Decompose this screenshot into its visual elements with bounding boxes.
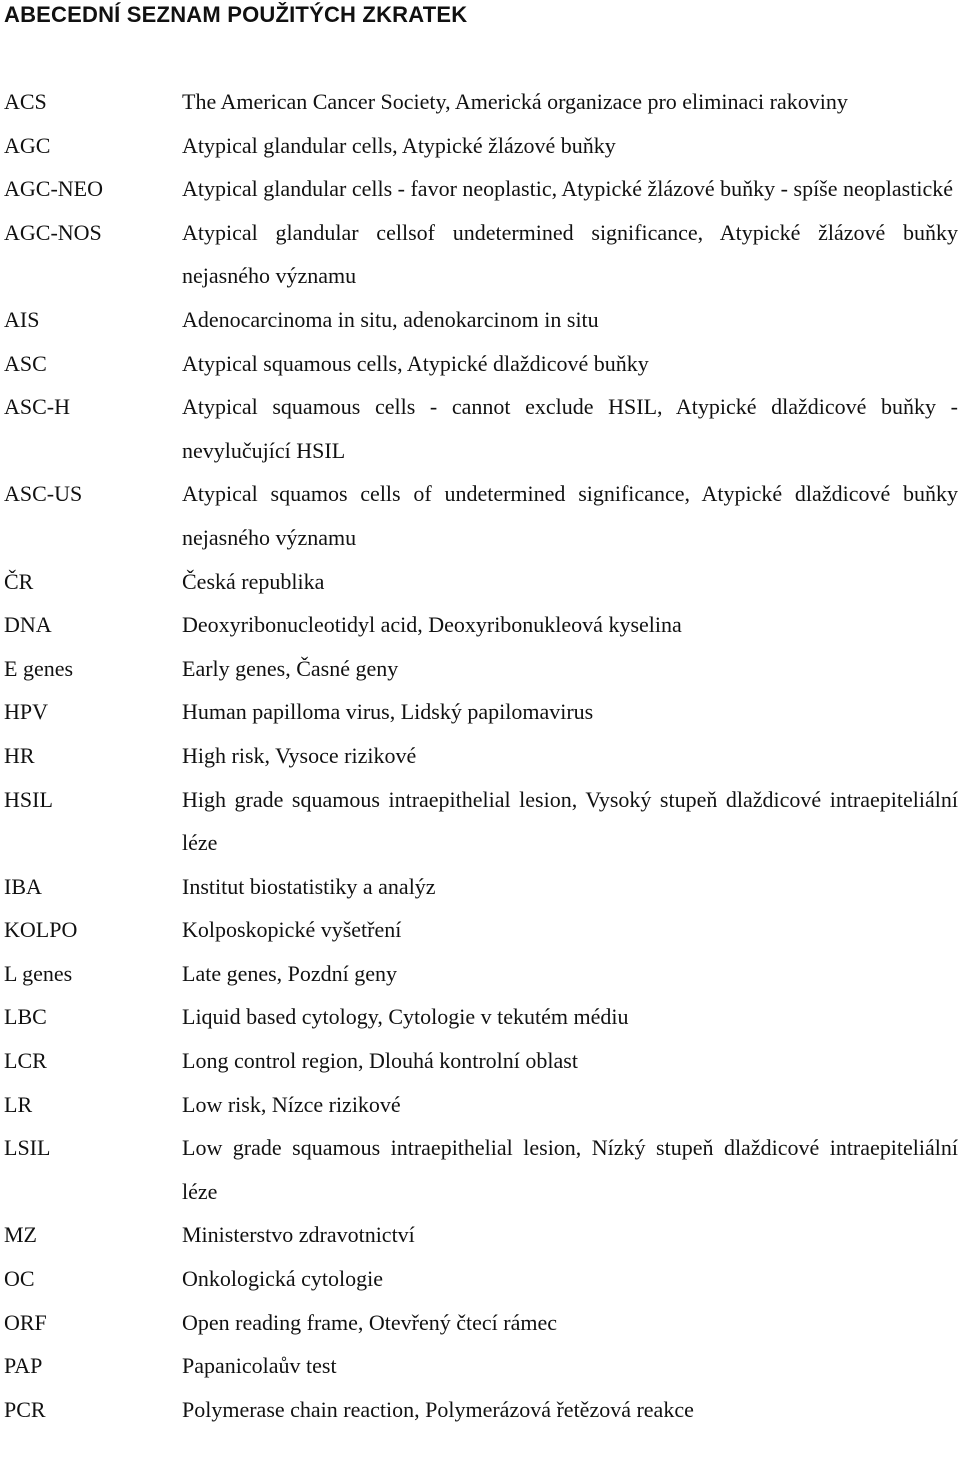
- list-item: [0, 211, 960, 298]
- abbreviation-definition: Atypical glandular cellsof undetermined significance, Atypické žlázové buňky nejasného významu: [182, 219, 958, 289]
- abbreviation-definition: Kolposkopické vyšetření: [182, 917, 402, 943]
- abbreviation-definition: Atypical glandular cells, Atypické žlázové buňky: [182, 132, 616, 158]
- abbreviation-definition: Deoxyribonucleotidyl acid, Deoxyribonukleová kyselina: [182, 612, 682, 638]
- list-item: [0, 124, 960, 168]
- list-item: [0, 1039, 960, 1083]
- list-item: [0, 385, 960, 472]
- abbreviation-term: PAP: [4, 1353, 43, 1379]
- list-item: [0, 734, 960, 778]
- abbreviation-term: LSIL: [4, 1135, 51, 1161]
- abbreviation-definition: Onkologická cytologie: [182, 1266, 384, 1292]
- abbreviation-term: HSIL: [4, 786, 53, 812]
- abbreviation-term: ACS: [4, 89, 47, 114]
- abbreviation-list: [0, 80, 960, 1431]
- abbreviation-definition: Ministerstvo zdravotnictví: [182, 1222, 415, 1248]
- abbreviation-term: OC: [4, 1266, 35, 1292]
- list-item: [0, 80, 960, 124]
- abbreviation-definition: Atypical glandular cells - favor neoplastic, Atypické žlázové buňky - spíše neoplastické: [182, 176, 953, 202]
- abbreviation-term: LBC: [4, 1004, 47, 1030]
- abbreviation-term: AGC-NOS: [4, 219, 102, 245]
- abbreviation-term: ASC: [4, 350, 47, 376]
- list-item: [0, 1126, 960, 1213]
- list-item: [0, 603, 960, 647]
- abbreviation-term: DNA: [4, 612, 52, 638]
- abbreviation-definition: Late genes, Pozdní geny: [182, 960, 398, 986]
- abbreviation-definition: Česká republika: [182, 568, 325, 594]
- list-item: [0, 647, 960, 691]
- abbreviation-term: AIS: [4, 306, 40, 332]
- list-item: [0, 298, 960, 342]
- list-item: [0, 1388, 960, 1432]
- abbreviation-term: KOLPO: [4, 917, 78, 943]
- list-item: [0, 908, 960, 952]
- abbreviation-term: ORF: [4, 1309, 47, 1335]
- abbreviation-term: E genes: [4, 655, 74, 681]
- abbreviation-definition: Atypical squamous cells, Atypické dlaždicové buňky: [182, 350, 649, 376]
- abbreviation-term: ČR: [4, 568, 34, 594]
- abbreviation-term: IBA: [4, 873, 42, 899]
- abbreviation-definition: Low risk, Nízce rizikové: [182, 1091, 401, 1117]
- abbreviation-definition: High risk, Vysoce rizikové: [182, 742, 417, 768]
- abbreviation-definition: Low grade squamous intraepithelial lesion, Nízký stupeň dlaždicové intraepiteliální léze: [182, 1135, 958, 1204]
- list-item: [0, 865, 960, 909]
- abbreviation-term: LR: [4, 1091, 33, 1117]
- abbreviation-term: ASC-US: [4, 481, 83, 507]
- list-item: [0, 690, 960, 734]
- abbreviation-term: HR: [4, 742, 35, 768]
- abbreviation-term: AGC-NEO: [4, 176, 103, 202]
- abbreviation-definition: Papanicolaův test: [182, 1353, 337, 1379]
- list-item: [0, 342, 960, 386]
- list-item: [0, 472, 960, 559]
- abbreviation-term: LCR: [4, 1048, 47, 1074]
- abbreviation-definition: Atypical squamos cells of undetermined significance, Atypické dlaždicové buňky nejasného významu: [182, 481, 958, 550]
- list-item: [0, 1257, 960, 1301]
- list-item: [0, 167, 960, 211]
- list-item: [0, 1301, 960, 1345]
- abbreviation-definition: Polymerase chain reaction, Polymerázová řetězová reakce: [182, 1396, 694, 1422]
- abbreviation-definition: Early genes, Časné geny: [182, 655, 399, 681]
- abbreviation-term: AGC: [4, 132, 51, 158]
- list-item: [0, 1344, 960, 1388]
- page-title: ABECEDNÍ SEZNAM POUŽITÝCH ZKRATEK: [4, 2, 468, 27]
- abbreviation-definition: Open reading frame, Otevřený čtecí rámec: [182, 1309, 558, 1335]
- abbreviation-term: HPV: [4, 699, 49, 725]
- abbreviation-term: MZ: [4, 1222, 37, 1248]
- list-item: [0, 778, 960, 865]
- abbreviation-definition: Institut biostatistiky a analýz: [182, 873, 436, 899]
- abbreviation-term: PCR: [4, 1396, 46, 1422]
- list-item: [0, 1213, 960, 1257]
- list-item: [0, 995, 960, 1039]
- abbreviation-definition: Atypical squamous cells - cannot exclude HSIL, Atypické dlaždicové buňky - nevylučující HSIL: [182, 394, 958, 463]
- abbreviation-definition: The American Cancer Society, Americká organizace pro eliminaci rakoviny: [182, 89, 848, 114]
- list-item: [0, 560, 960, 604]
- abbreviation-term: L genes: [4, 960, 73, 986]
- abbreviation-definition: Long control region, Dlouhá kontrolní oblast: [182, 1048, 578, 1074]
- abbreviation-definition: Human papilloma virus, Lidský papilomavirus: [182, 699, 594, 725]
- list-item: [0, 1083, 960, 1127]
- abbreviation-definition: Liquid based cytology, Cytologie v tekutém médiu: [182, 1004, 629, 1030]
- abbreviation-definition: High grade squamous intraepithelial lesion, Vysoký stupeň dlaždicové intraepiteliální léze: [182, 786, 958, 856]
- abbreviation-definition: Adenocarcinoma in situ, adenokarcinom in situ: [182, 306, 599, 332]
- abbreviation-term: ASC-H: [4, 394, 71, 420]
- list-item: [0, 952, 960, 996]
